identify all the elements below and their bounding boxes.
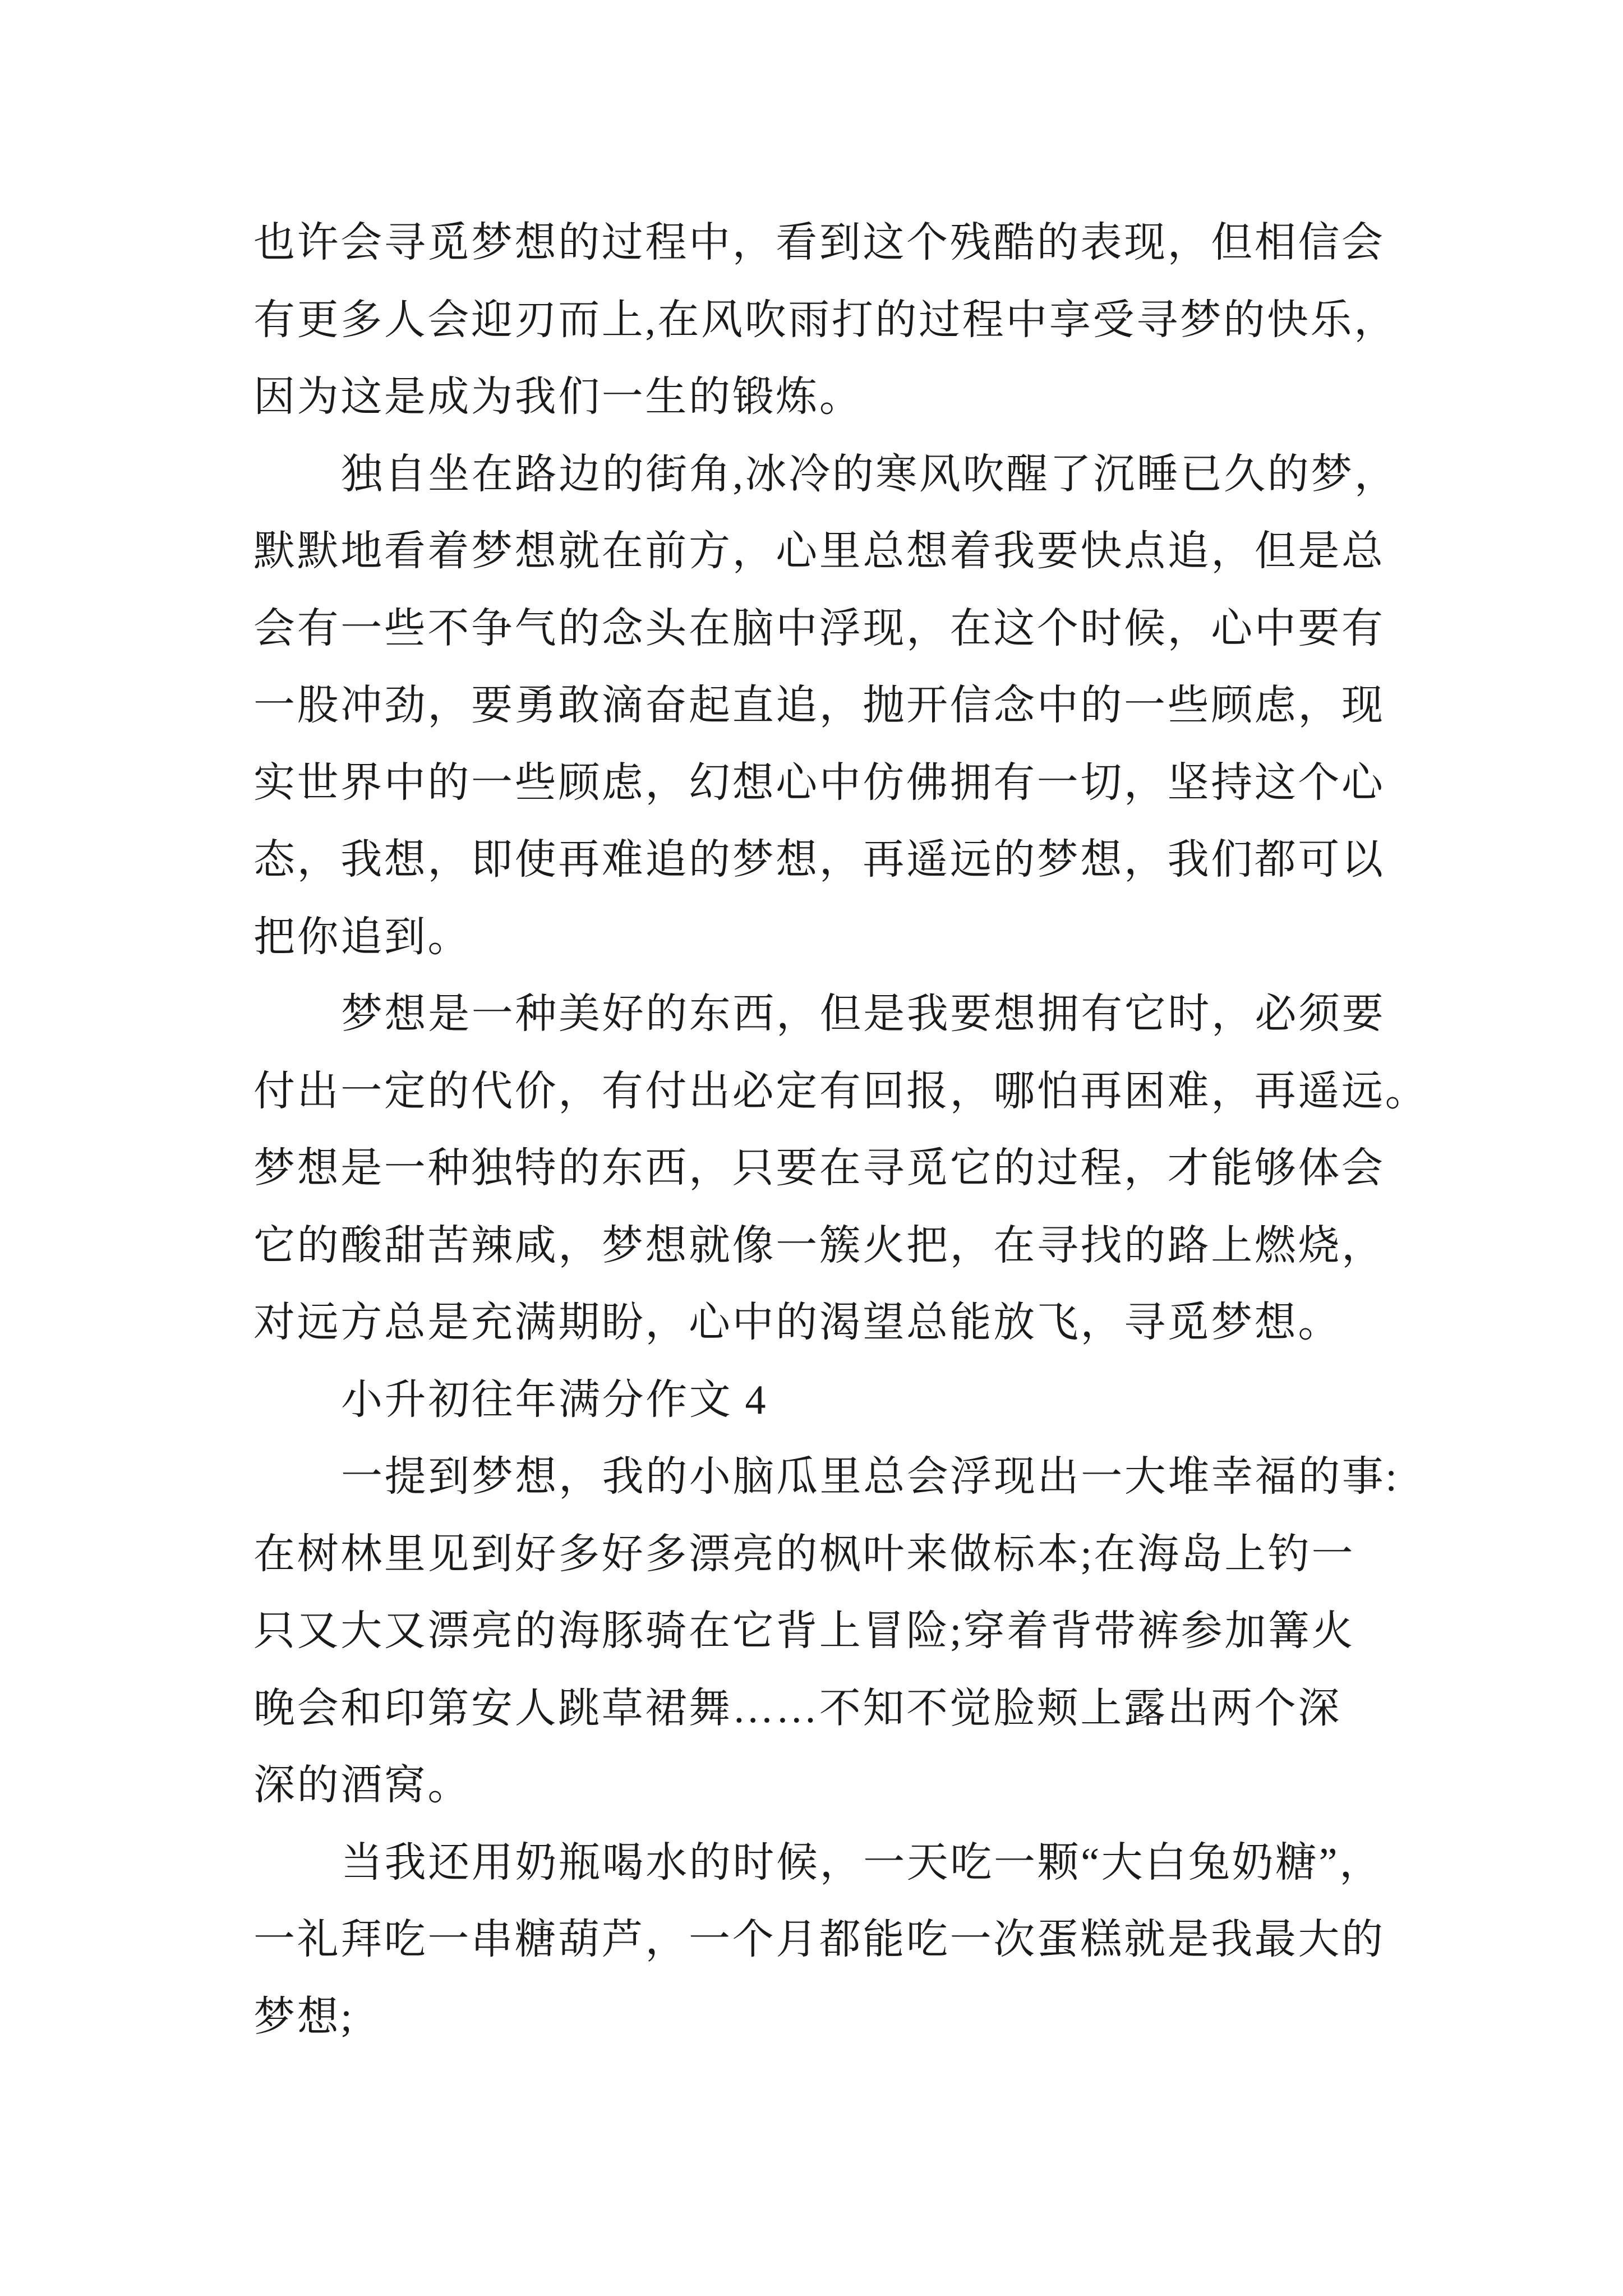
section-heading: 小升初往年满分作文 4	[341, 1377, 768, 1423]
text-line: 态，我想，即使再难追的梦想，再遥远的梦想，我们都可以	[253, 837, 1385, 883]
text-line: 梦想是一种美好的东西，但是我要想拥有它时，必须要	[341, 991, 1386, 1037]
text-line: 实世界中的一些顾虑，幻想心中仿佛拥有一切，坚持这个心	[253, 760, 1385, 806]
text-line: 默默地看着梦想就在前方，心里总想着我要快点追，但是总	[253, 528, 1385, 574]
text-line: 把你追到。	[253, 914, 471, 960]
text-line: 在树林里见到好多好多漂亮的枫叶来做标本;在海岛上钓一	[253, 1531, 1355, 1577]
text-line: 付出一定的代价，有付出必定有回报，哪怕再困难，再遥远。	[253, 1068, 1429, 1115]
text-line: 有更多人会迎刃而上,在风吹雨打的过程中享受寻梦的快乐，	[253, 297, 1398, 343]
text-line: 独自坐在路边的街角,冰冷的寒风吹醒了沉睡已久的梦，	[341, 451, 1398, 498]
text-line: 晚会和印第安人跳草裙舞……不知不觉脸颊上露出两个深	[253, 1685, 1341, 1732]
text-line: 对远方总是充满期盼，心中的渴望总能放飞，寻觅梦想。	[253, 1300, 1341, 1346]
text-line: 会有一些不争气的念头在脑中浮现，在这个时候，心中要有	[253, 605, 1385, 652]
text-line: 一礼拜吃一串糖葫芦，一个月都能吃一次蛋糕就是我最大的	[253, 1917, 1385, 1963]
text-line: 一股冲劲，要勇敢滴奋起直追，抛开信念中的一些顾虑，现	[253, 683, 1385, 729]
text-line: 也许会寻觅梦想的过程中，看到这个残酷的表现，但相信会	[253, 220, 1385, 266]
text-line: 因为这是成为我们一生的锻炼。	[253, 374, 863, 420]
body-text	[253, 205, 1431, 2056]
text-line: 一提到梦想，我的小脑瓜里总会浮现出一大堆幸福的事:	[341, 1454, 1399, 1500]
text-line: 只又大又漂亮的海豚骑在它背上冒险;穿着背带裤参加篝火	[253, 1608, 1355, 1654]
text-line: 深的酒窝。	[253, 1763, 471, 1809]
text-line: 梦想是一种独特的东西，只要在寻觅它的过程，才能够体会	[253, 1145, 1385, 1191]
text-line: 当我还用奶瓶喝水的时候，一天吃一颗“大白兔奶糖”，	[341, 1839, 1383, 1886]
text-line: 梦想;	[253, 1994, 354, 2040]
text-line: 它的酸甜苦辣咸，梦想就像一簇火把，在寻找的路上燃烧，	[253, 1222, 1385, 1269]
